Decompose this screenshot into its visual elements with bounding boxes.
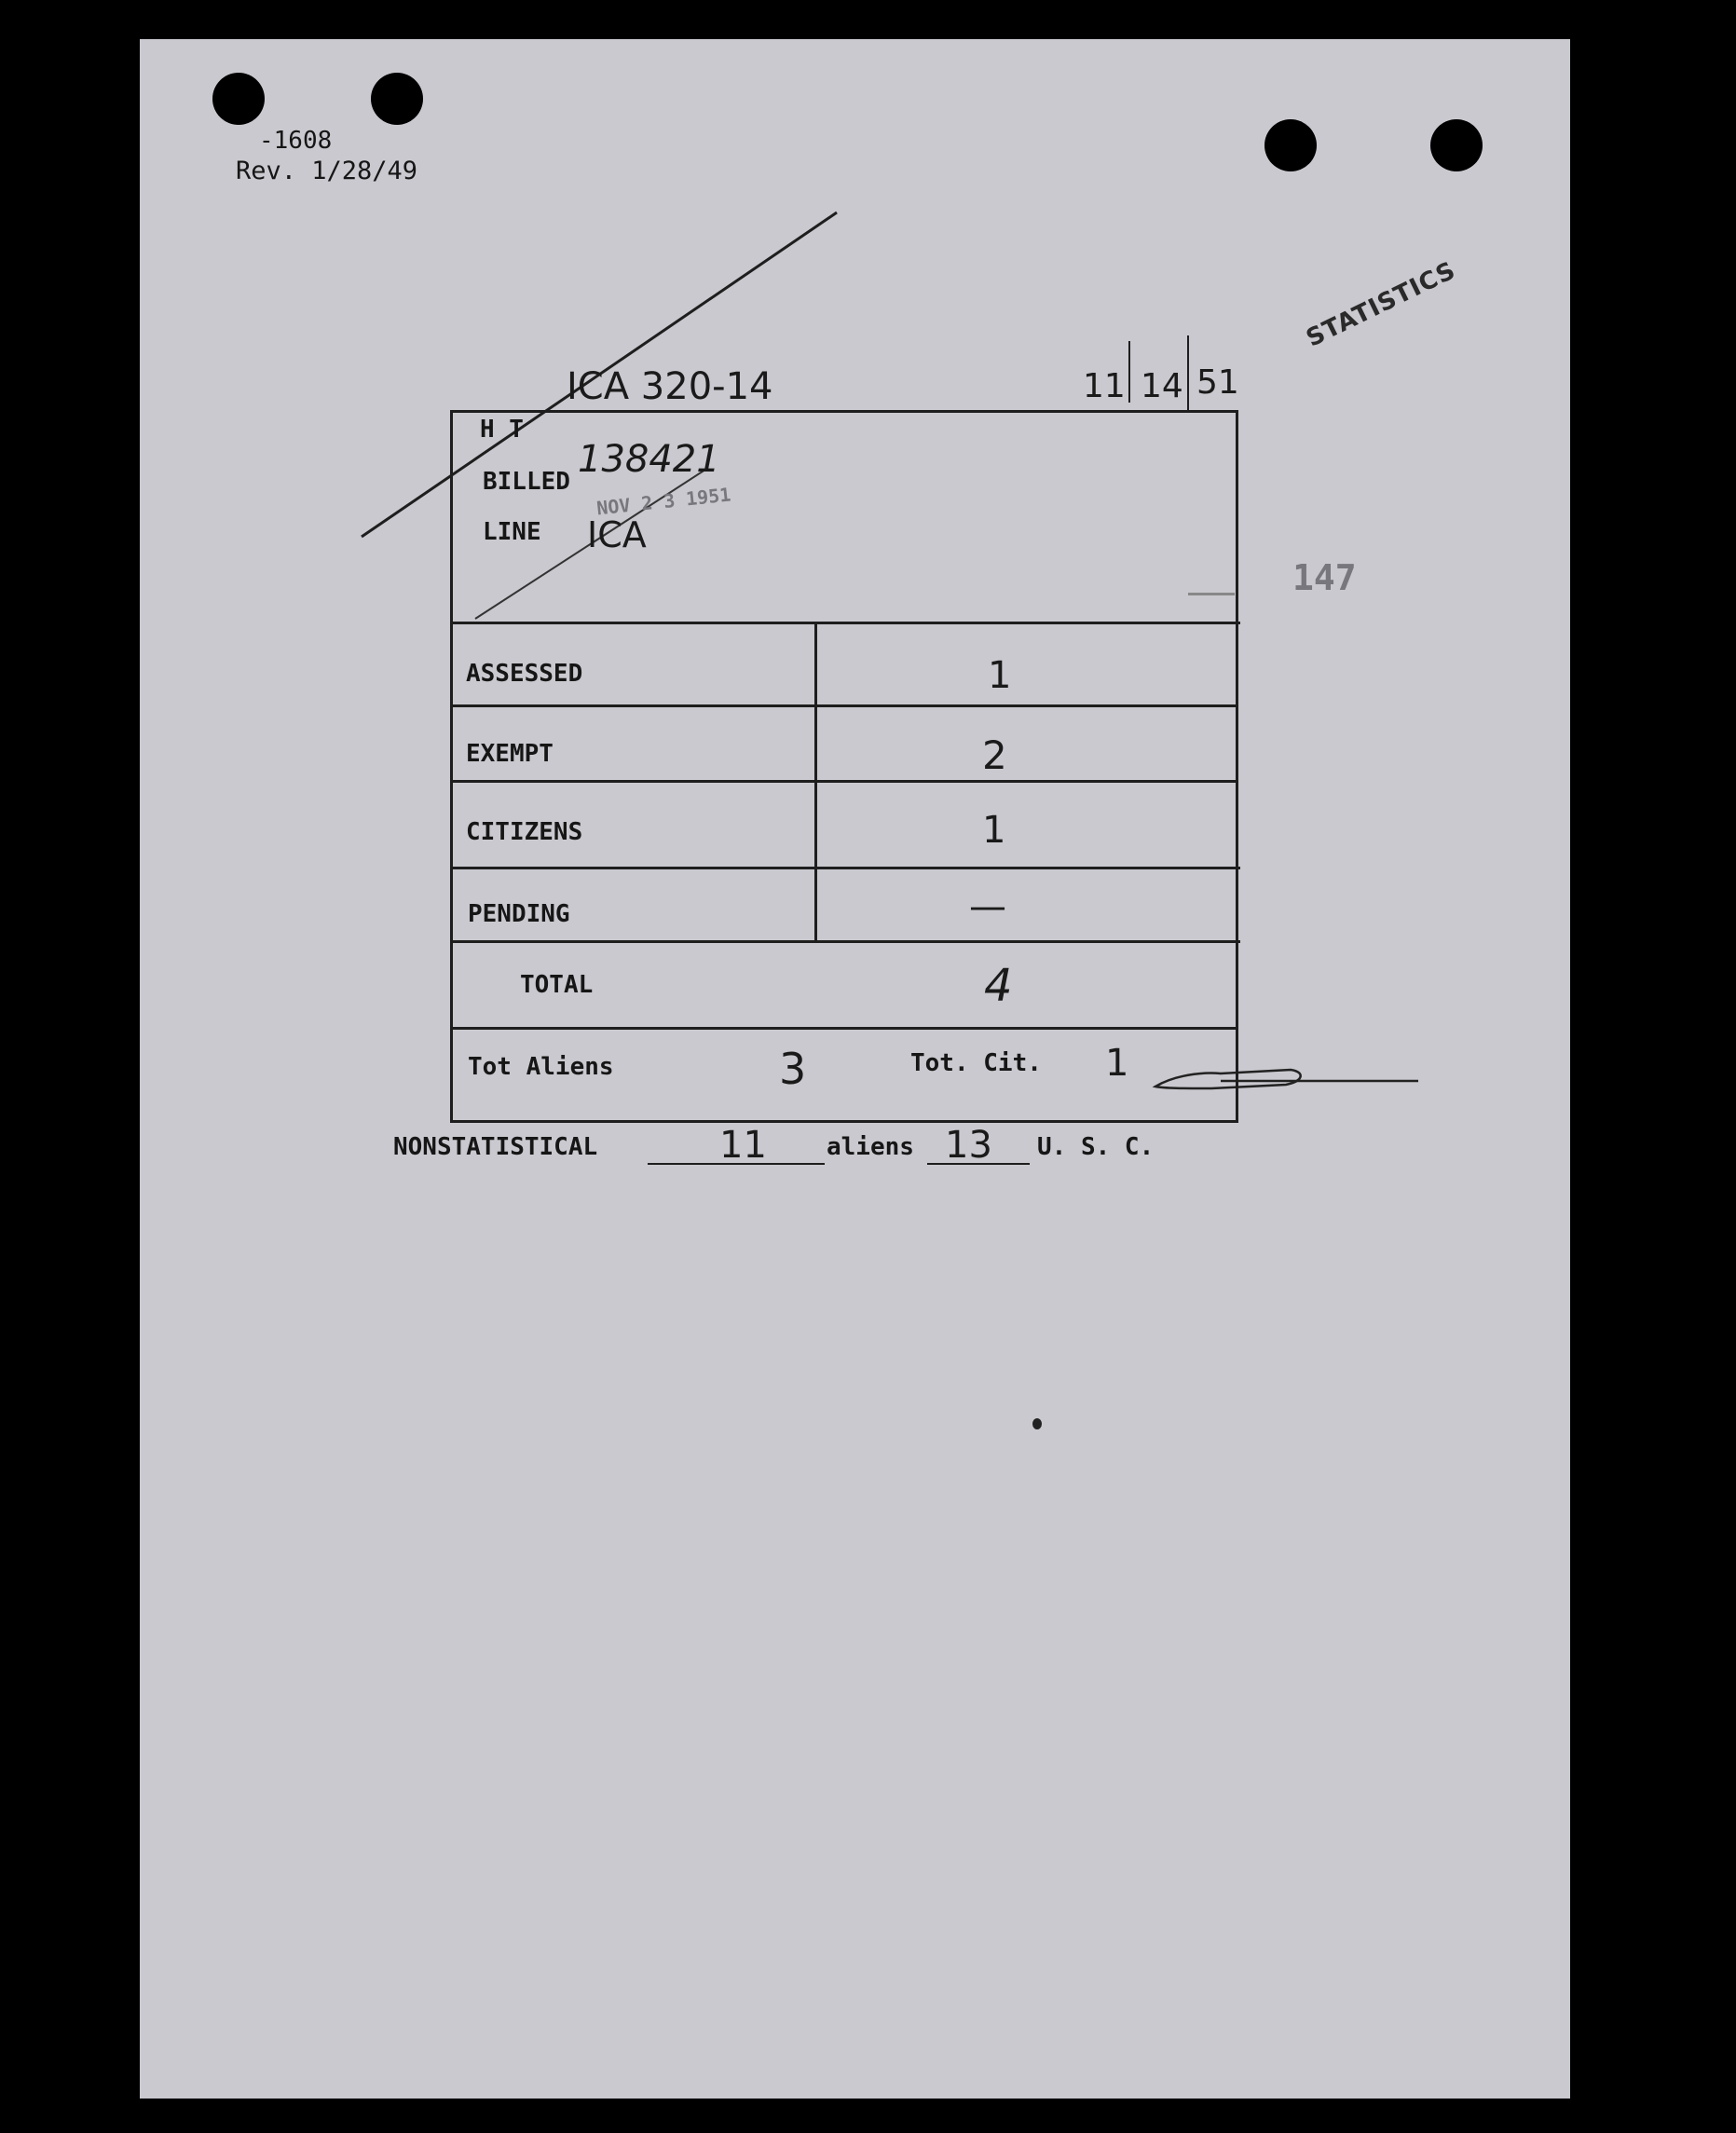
date-separator-1 xyxy=(1128,341,1130,403)
line-value: ICA xyxy=(587,514,647,555)
line-label: LINE xyxy=(483,518,541,546)
date-received-stamp: NOV 2 3 1951 xyxy=(595,483,732,520)
exempt-label: EXEMPT xyxy=(466,740,554,768)
date-day: 14 xyxy=(1141,367,1183,405)
billed-label: BILLED xyxy=(483,468,570,496)
ht-label: H T xyxy=(480,416,524,444)
form-number: -1608 xyxy=(259,127,333,155)
box-right-border xyxy=(1236,410,1238,1120)
page-number: 147 xyxy=(1292,557,1357,598)
row-divider-2 xyxy=(450,780,1238,783)
tot-cit-value: 1 xyxy=(1105,1042,1129,1085)
tot-aliens-label: Tot Aliens xyxy=(468,1053,614,1081)
nonstatistical-aliens-label: aliens xyxy=(827,1133,914,1161)
row-divider-5 xyxy=(450,1027,1238,1030)
date-year: 51 xyxy=(1196,363,1239,402)
box-left-border xyxy=(450,410,453,1120)
row-divider-4 xyxy=(450,940,1240,943)
pending-label: PENDING xyxy=(468,900,570,928)
ink-speck xyxy=(1032,1418,1042,1429)
tot-aliens-value: 3 xyxy=(779,1044,807,1094)
nonstatistical-label: NONSTATISTICAL xyxy=(393,1133,598,1161)
statistics-stamp: STATISTICS xyxy=(1302,256,1461,353)
page-number-mark xyxy=(1188,593,1235,595)
total-label: TOTAL xyxy=(520,971,594,999)
exempt-value: 2 xyxy=(982,732,1007,778)
nonstatistical-usc-value: 13 xyxy=(945,1124,992,1167)
flight-number: ICA 320-14 xyxy=(567,365,773,408)
total-value: 4 xyxy=(984,960,1013,1012)
stats-top-border xyxy=(450,622,1240,624)
assessed-label: ASSESSED xyxy=(466,660,583,688)
nonstatistical-usc-label: U. S. C. xyxy=(1037,1133,1155,1161)
row-divider-3 xyxy=(450,867,1240,869)
date-month: 11 xyxy=(1083,367,1126,405)
form-revision: Rev. 1/28/49 xyxy=(236,157,418,185)
row-divider-1 xyxy=(450,704,1238,707)
nonstatistical-aliens-value: 11 xyxy=(719,1124,767,1167)
diagonal-pen-strokes xyxy=(140,39,1570,1251)
tot-cit-label: Tot. Cit. xyxy=(910,1049,1042,1077)
assessed-value: 1 xyxy=(988,654,1012,697)
document-page xyxy=(140,39,1570,2099)
box-bottom-border xyxy=(450,1120,1238,1123)
billed-value: 138421 xyxy=(578,438,720,481)
citizens-label: CITIZENS xyxy=(466,818,583,846)
box-top-border xyxy=(452,410,1236,413)
date-separator-2 xyxy=(1187,335,1189,410)
citizens-value: 1 xyxy=(982,809,1006,852)
pending-value: — xyxy=(969,885,1006,928)
